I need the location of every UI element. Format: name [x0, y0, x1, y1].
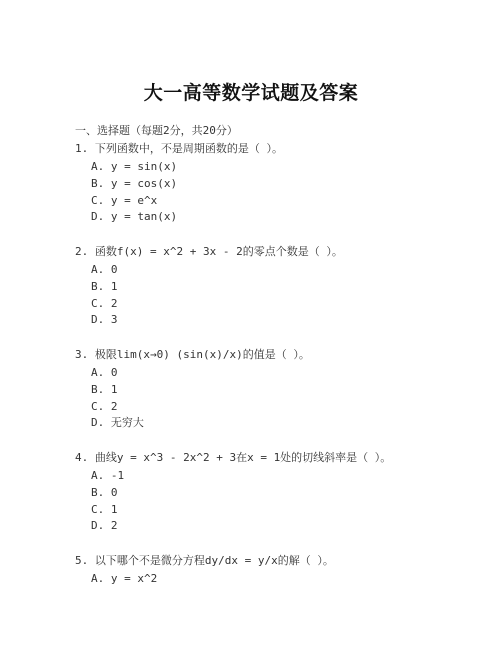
question-2-stem: 2. 函数f(x) = x^2 + 3x - 2的零点个数是（ ）。 [75, 245, 343, 258]
question-1-option-a: A. y = sin(x) [91, 160, 178, 173]
question-4-option-d: D. 2 [91, 519, 118, 532]
question-2-option-d: D. 3 [91, 313, 118, 326]
question-4-option-c: C. 1 [91, 503, 118, 516]
question-5-option-a: A. y = x^2 [91, 572, 158, 585]
question-2-option-b: B. 1 [91, 280, 118, 293]
question-4-option-b: B. 0 [91, 486, 118, 499]
question-2-option-c: C. 2 [91, 297, 118, 310]
question-5-stem: 5. 以下哪个不是微分方程dy/dx = y/x的解（ ）。 [75, 554, 334, 567]
question-3-option-d: D. 无穷大 [91, 416, 144, 429]
question-3-stem: 3. 极限lim(x→0) (sin(x)/x)的值是（ ）。 [75, 348, 310, 361]
question-1-option-c: C. y = e^x [91, 194, 158, 207]
question-4-stem: 4. 曲线y = x^3 - 2x^2 + 3在x = 1处的切线斜率是（ ）。 [75, 451, 392, 464]
question-1-stem: 1. 下列函数中，不是周期函数的是（ ）。 [75, 142, 283, 155]
question-3-option-b: B. 1 [91, 383, 118, 396]
question-3-option-a: A. 0 [91, 366, 118, 379]
question-2-option-a: A. 0 [91, 263, 118, 276]
question-1-option-b: B. y = cos(x) [91, 177, 178, 190]
question-1-option-d: D. y = tan(x) [91, 210, 178, 223]
question-4-option-a: A. -1 [91, 469, 125, 482]
question-3-option-c: C. 2 [91, 400, 118, 413]
document-title: 大一高等数学试题及答案 [143, 82, 359, 104]
section-heading: 一、选择题（每题2分，共20分） [75, 124, 238, 137]
